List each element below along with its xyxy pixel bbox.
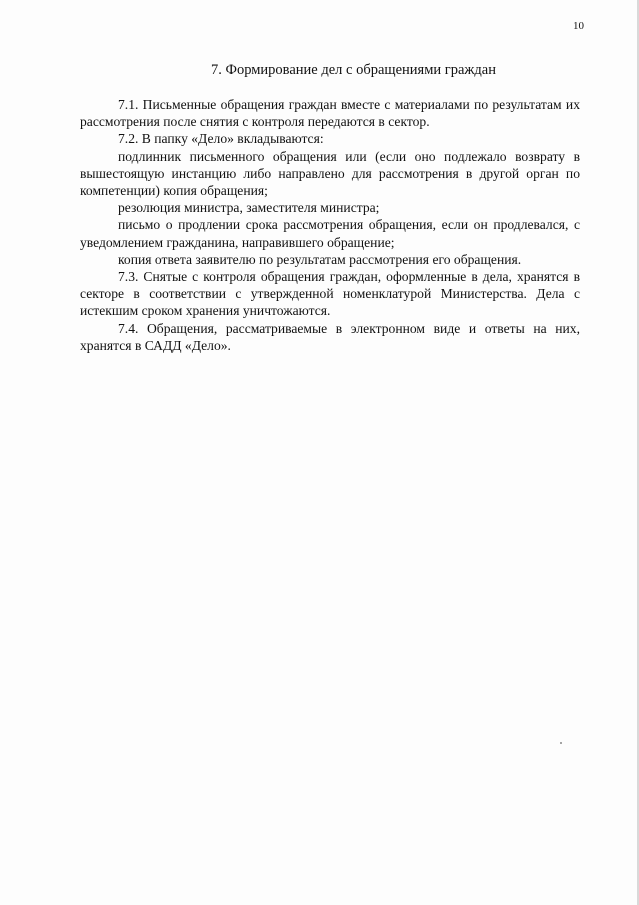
list-item-extension-letter: письмо о продлении срока рассмотрения обращения, если он продлевался, с уведомлением гражданина, направившего обращение;: [80, 217, 580, 250]
paragraph-7-4: 7.4. Обращения, рассматриваемые в электронном виде и ответы на них, хранятся в САДД «Дело».: [80, 320, 580, 353]
document-body: [80, 96, 580, 354]
page-number: 10: [573, 20, 584, 32]
paragraph-7-1: 7.1. Письменные обращения граждан вместе с материалами по результатам их рассмотрения после снятия с контроля передаются в сектор.: [80, 97, 580, 130]
paragraph-7-3: 7.3. Снятые с контроля обращения граждан, оформленные в дела, хранятся в секторе в соответствии с утвержденной номенклатурой Министерства. Дела с истекшим сроком хранения уничтожаются.: [80, 269, 580, 319]
paragraph-7-2: 7.2. В папку «Дело» вкладываются:: [118, 131, 324, 147]
list-item-original-appeal: подлинник письменного обращения или (если оно подлежало возврату в вышестоящую инстанцию либо направлено для рассмотрения в другой орган по компетенции) копия обращения;: [80, 148, 580, 199]
section-heading: 7. Формирование дел с обращениями граждан: [211, 62, 496, 78]
list-item-resolution: резолюция министра, заместителя министра;: [118, 200, 380, 216]
list-item-reply-copy: копия ответа заявителю по результатам рассмотрения его обращения.: [118, 251, 522, 267]
scan-speck: [560, 742, 562, 744]
